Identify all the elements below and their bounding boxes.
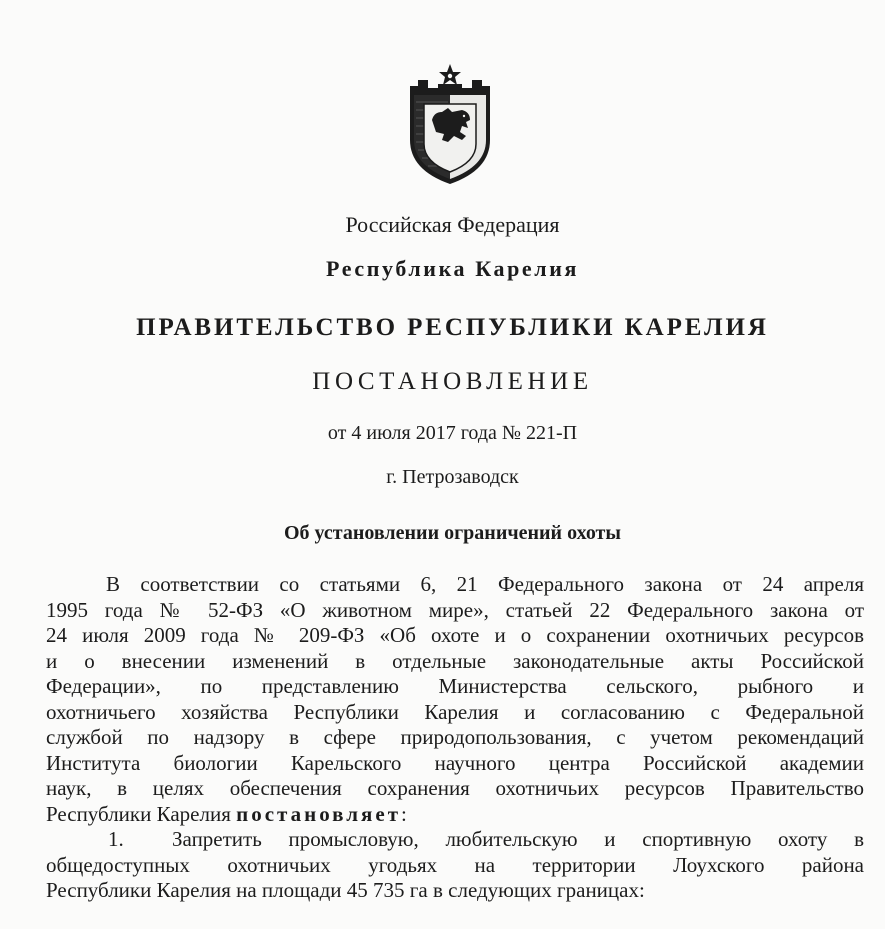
country-heading: Российская Федерация [345, 212, 560, 237]
preamble-line: Федерации», по представлению Министерства сельского, рыбного и [46, 674, 864, 698]
item-1-first-text: Запретить промысловую, любительскую и спортивную охоту в [172, 827, 864, 851]
preamble-line: Института биологии Карельского научного центра Российской академии [46, 750, 864, 775]
preamble-line: наук, в целях обеспечения сохранения охотничьих ресурсов Правительство [46, 776, 864, 800]
preamble-paragraph [46, 572, 864, 827]
government-heading: ПРАВИТЕЛЬСТВО РЕСПУБЛИКИ КАРЕЛИЯ [136, 314, 769, 341]
item-1-first-line [46, 827, 864, 853]
karelia-coat-of-arms-icon [404, 62, 496, 186]
preamble-last-line [46, 802, 864, 828]
preamble-line: и о внесении изменений в отдельные законодательные акты Российской [46, 648, 864, 673]
preamble-colon: : [401, 801, 407, 826]
preamble-last-prefix: Республики Карелия [46, 801, 237, 826]
city-line: г. Петрозаводск [386, 466, 519, 488]
preamble-line: охотничьего хозяйства Республики Карелия и согласованию с Федеральной [46, 699, 864, 724]
preamble-line: 24 июля 2009 года № 209-ФЗ «Об охоте и о сохранении охотничьих ресурсов [46, 623, 864, 647]
preamble-line: В соответствии со статьями 6, 21 Федерального закона от 24 апреля [106, 572, 864, 596]
document-type-heading: ПОСТАНОВЛЕНИЕ [312, 368, 593, 395]
date-number-line: от 4 июля 2017 года № 221-П [327, 422, 578, 444]
preamble-line: службой по надзору в сфере природопользования, с учетом рекомендаций [46, 725, 864, 749]
resolution-keyword: постановляет [236, 801, 402, 826]
preamble-line: 1995 года № 52-ФЗ «О животном мире», статьей 22 Федерального закона от [46, 597, 864, 622]
document-title: Об установлении ограничений охоты [283, 522, 621, 544]
item-1 [46, 827, 864, 904]
item-1-line: Республики Карелия на площади 45 735 га в следующих границах: [46, 878, 645, 902]
item-1-line: общедоступных охотничьих угодьях на территории Лоухского района [46, 852, 864, 877]
item-1-number: 1. [108, 827, 124, 851]
republic-heading: Республика Карелия [325, 256, 580, 281]
